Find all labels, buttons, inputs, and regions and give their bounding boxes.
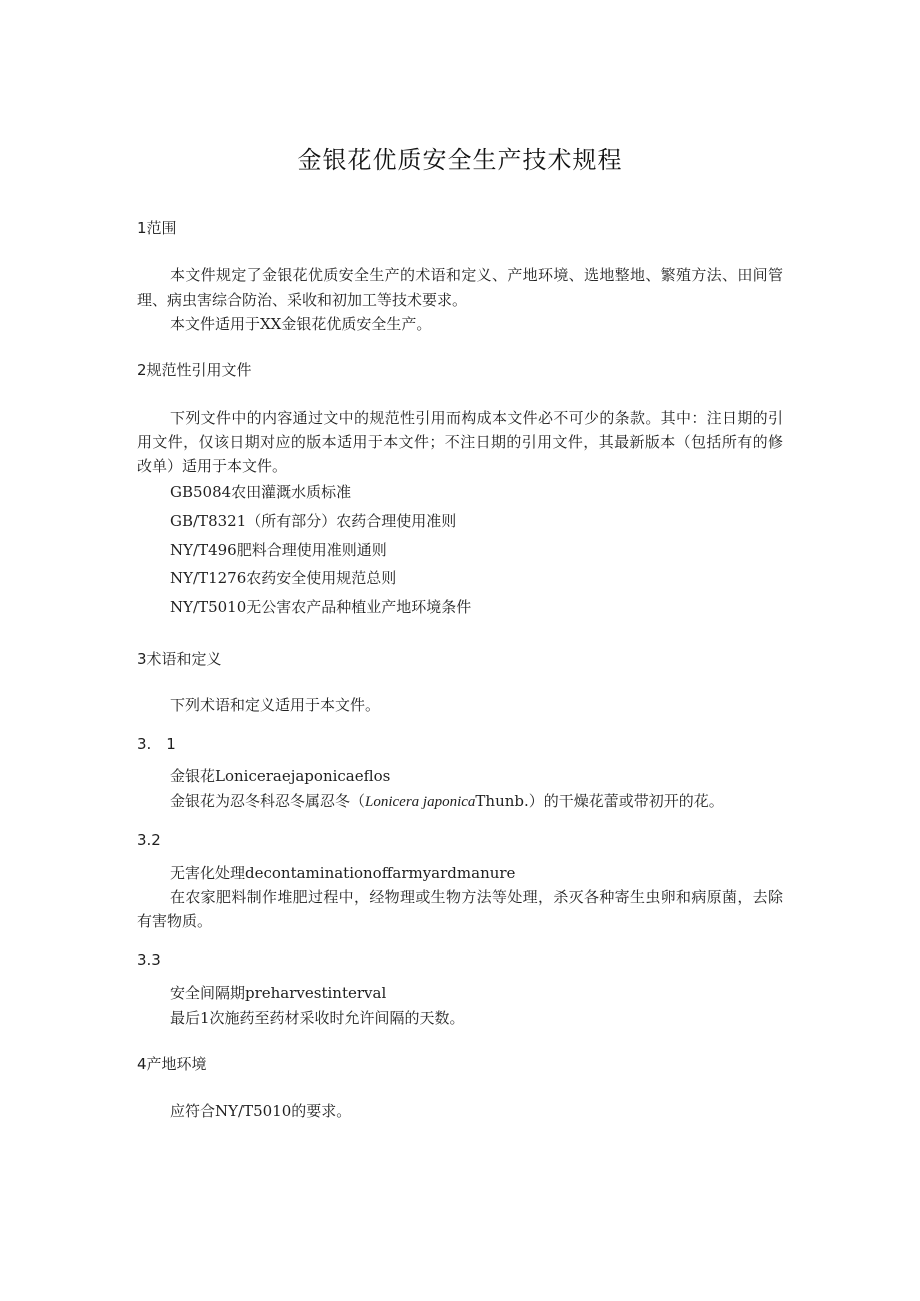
- reference-item: NY/T496肥料合理使用准则通则: [170, 541, 387, 559]
- definition-text: Thunb.）的干燥花蕾或带初开的花。: [475, 792, 724, 810]
- reference-item: GB/T8321（所有部分）农药合理使用准则: [170, 512, 457, 530]
- term-3-2-definition-line-1: 在农家肥料制作堆肥过程中，经物理或生物方法等处理，杀灭各种寄生虫卵和病原菌，去除: [170, 888, 783, 906]
- section-3-intro: 下列术语和定义适用于本文件。: [170, 696, 381, 714]
- reference-item: GB5084农田灌溉水质标准: [170, 483, 352, 501]
- section-3-heading: 3术语和定义: [137, 650, 222, 668]
- section-1-scope-statement: 本文件适用于XX金银花优质安全生产。: [170, 315, 432, 333]
- latin-name: Lonicera japonica: [365, 794, 476, 810]
- term-3-3-number: 3.3: [137, 951, 161, 969]
- section-4-heading: 4产地环境: [137, 1055, 207, 1073]
- term-3-1-name: 金银花Loniceraejaponicaeflos: [170, 767, 391, 785]
- section-2-paragraph-line-1: 下列文件中的内容通过文中的规范性引用而构成本文件必不可少的条款。其中：注日期的引: [170, 409, 783, 427]
- section-2-heading: 2规范性引用文件: [137, 361, 252, 379]
- section-1-paragraph-line-2: 理、病虫害综合防治、采收和初加工等技术要求。: [137, 291, 468, 309]
- term-3-2-name: 无害化处理decontaminationoffarmyardmanure: [170, 864, 516, 882]
- reference-item: NY/T1276农药安全使用规范总则: [170, 569, 397, 587]
- term-3-2-definition-line-2: 有害物质。: [137, 912, 213, 930]
- section-4-paragraph: 应符合NY/T5010的要求。: [170, 1102, 352, 1120]
- term-3-1-definition: [170, 791, 724, 812]
- term-3-3-definition: 最后1次施药至药材采收时允许间隔的天数。: [170, 1009, 465, 1027]
- section-1-paragraph-line-1: 本文件规定了金银花优质安全生产的术语和定义、产地环境、选地整地、繁殖方法、田间管: [170, 266, 783, 284]
- section-2-paragraph-line-2: 用文件，仅该日期对应的版本适用于本文件；不注日期的引用文件，其最新版本（包括所有的修: [137, 433, 783, 451]
- reference-item: NY/T5010无公害农产品种植业产地环境条件: [170, 598, 472, 616]
- section-2-paragraph-line-3: 改单）适用于本文件。: [137, 457, 288, 475]
- term-3-3-name: 安全间隔期preharvestinterval: [170, 984, 387, 1002]
- term-3-1-number: 3. 1: [137, 735, 176, 753]
- definition-text: 金银花为忍冬科忍冬属忍冬（: [170, 792, 366, 810]
- document-title: 金银花优质安全生产技术规程: [297, 146, 623, 174]
- term-3-2-number: 3.2: [137, 831, 161, 849]
- section-1-heading: 1范围: [137, 219, 177, 237]
